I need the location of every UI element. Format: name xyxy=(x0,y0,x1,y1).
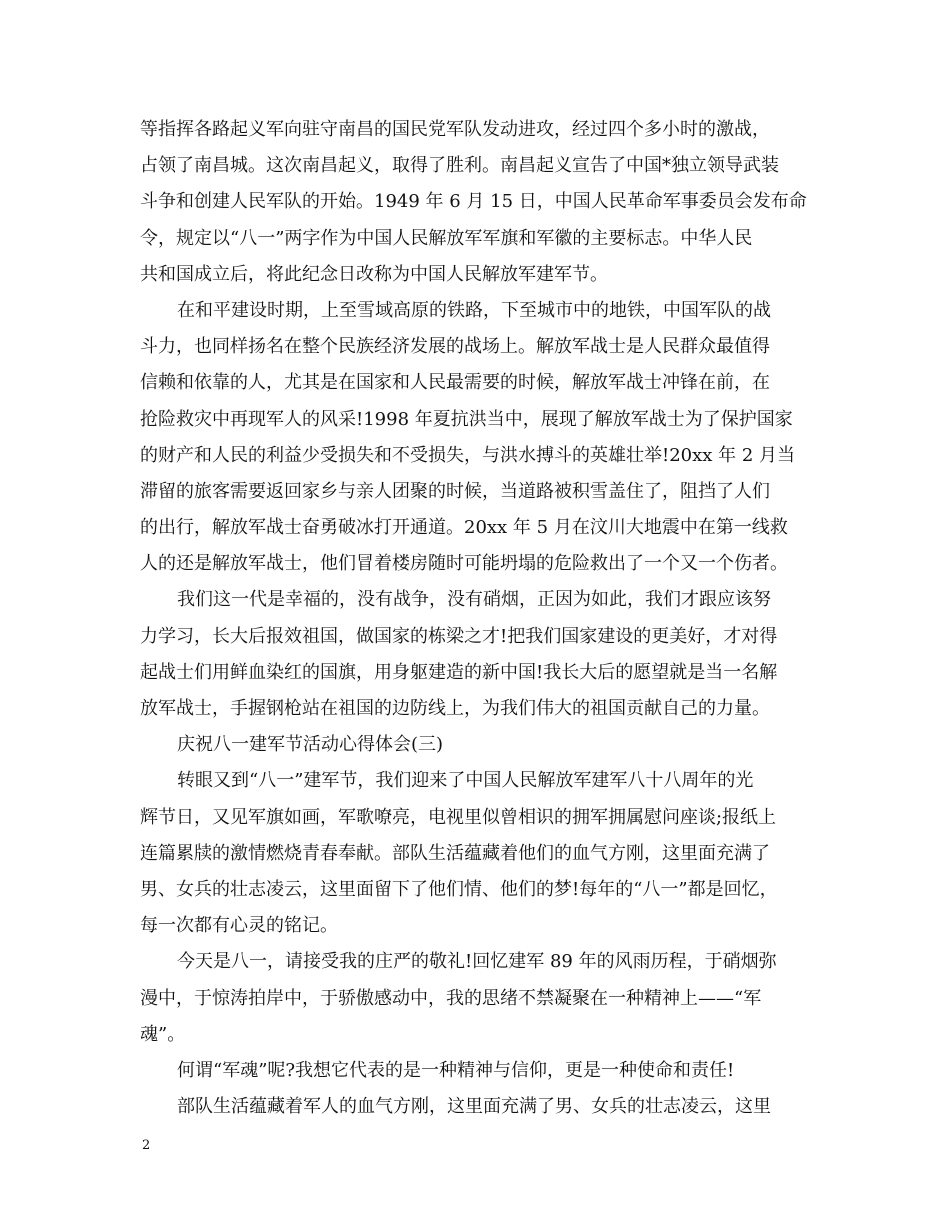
text-line: 魂”。 xyxy=(140,1023,186,1045)
text-line: 信赖和依靠的人，尤其是在国家和人民最需要的时候，解放军战士冲锋在前，在 xyxy=(140,372,770,394)
section-heading: 庆祝八一建军节活动心得体会(三) xyxy=(177,734,444,756)
text-line: 滞留的旅客需要返回家乡与亲人团聚的时候，当道路被积雪盖住了，阻挡了人们 xyxy=(140,480,770,502)
text-line: 令，规定以“八一”两字作为中国人民解放军军旗和军徽的主要标志。中华人民 xyxy=(140,227,753,249)
text-line: 转眼又到“八一”建军节，我们迎来了中国人民解放军建军八十八周年的光 xyxy=(177,770,754,792)
body-text xyxy=(140,112,810,1125)
text-line: 男、女兵的壮志凌云，这里面留下了他们情、他们的梦!每年的“八一”都是回忆， xyxy=(140,878,778,900)
text-line: 漫中，于惊涛拍岸中，于骄傲感动中，我的思绪不禁凝聚在一种精神上——“军 xyxy=(140,987,762,1009)
text-line: 今天是八一，请接受我的庄严的敬礼!回忆建军 89 年的风雨历程，于硝烟弥 xyxy=(177,951,777,973)
text-line: 人的还是解放军战士，他们冒着楼房随时可能坍塌的危险救出了一个又一个伤者。 xyxy=(140,553,788,575)
page-number: 2 xyxy=(142,1138,151,1153)
text-line: 抢险救灾中再现军人的风采!1998 年夏抗洪当中，展现了解放军战士为了保护国家 xyxy=(140,408,793,430)
text-line: 斗力，也同样扬名在整个民族经济发展的战场上。解放军战士是人民群众最值得 xyxy=(140,336,770,358)
text-line: 放军战士，手握钢枪站在祖国的边防线上，为我们伟大的祖国贡献自己的力量。 xyxy=(140,698,770,719)
text-line: 每一次都有心灵的铭记。 xyxy=(140,915,338,937)
text-line: 力学习，长大后报效祖国，做国家的栋梁之才!把我们国家建设的更美好，才对得 xyxy=(140,625,778,647)
text-line: 等指挥各路起义军向驻守南昌的国民党军队发动进攻，经过四个多小时的激战， xyxy=(140,119,770,140)
text-line: 占领了南昌城。这次南昌起义，取得了胜利。南昌起义宣告了中国*独立领导武装 xyxy=(140,155,779,177)
text-line: 辉节日，又见军旗如画，军歌嘹亮，电视里似曾相识的拥军拥属慰问座谈;报纸上 xyxy=(140,806,777,828)
text-line: 的财产和人民的利益少受损失和不受损失，与洪水搏斗的英雄壮举!20xx 年 2 月当 xyxy=(140,444,796,466)
text-line: 在和平建设时期，上至雪域高原的铁路，下至城市中的地铁，中国军队的战 xyxy=(177,299,771,321)
text-line: 连篇累牍的激情燃烧青春奉献。部队生活蕴藏着他们的血气方刚，这里面充满了 xyxy=(140,842,770,864)
text-line: 的出行，解放军战士奋勇破冰打开通道。20xx 年 5 月在汶川大地震中在第一线救 xyxy=(140,517,788,539)
text-line: 起战士们用鲜血染红的国旗，用身躯建造的新中国!我长大后的愿望就是当一名解 xyxy=(140,661,778,683)
text-line: 部队生活蕴藏着军人的血气方刚，这里面充满了男、女兵的壮志凌云，这里 xyxy=(177,1096,771,1118)
text-line: 我们这一代是幸福的，没有战争，没有硝烟，正因为如此，我们才跟应该努 xyxy=(177,589,771,611)
text-line: 斗争和创建人民军队的开始。1949 年 6 月 15 日，中国人民革命军事委员会发布命 xyxy=(140,191,807,213)
text-line: 何谓“军魂”呢?我想它代表的是一种精神与信仰，更是一种使命和责任! xyxy=(177,1059,735,1081)
text-line: 共和国成立后，将此纪念日改称为中国人民解放军建军节。 xyxy=(140,263,608,285)
